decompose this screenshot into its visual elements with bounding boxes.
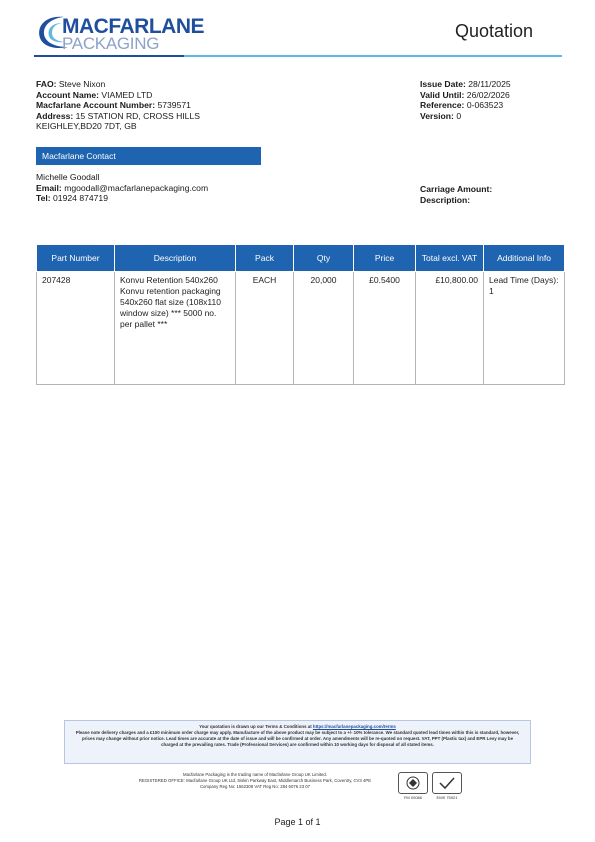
legal-line-2: REGISTERED OFFICE: Macfarlane Group UK Ltd, Siskin Parkway East, Middlemarch Business Park, Coventry, CV3 4PE (138, 778, 372, 784)
cert-crown-icon (399, 773, 427, 793)
cert-caption-2: EMS 75921 (436, 795, 458, 800)
reference-value: 0-063523 (466, 100, 504, 110)
cell-price: £0.5400 (354, 272, 416, 385)
valid-until-label: Valid Until: (420, 89, 465, 100)
cert-caption-1: FM 00086 (403, 795, 422, 800)
quote-meta (420, 79, 511, 121)
header-divider (34, 55, 562, 57)
fao-row (36, 79, 200, 90)
account-number-value: 5739571 (157, 100, 191, 110)
address-label: Address: (36, 110, 74, 121)
company-logo (34, 12, 204, 54)
issue-date-value: 28/11/2025 (468, 79, 511, 89)
account-number-label: Macfarlane Account Number: (36, 100, 156, 110)
cell-additional-info: Lead Time (Days): 1 (484, 272, 565, 385)
legal-line-1: Macfarlane Packaging is the trading name of Macfarlane Group UK Limited. (182, 772, 328, 777)
cell-pack: EACH (236, 272, 294, 385)
col-header-price: Price (354, 245, 416, 272)
terms-prefix: Your quotation is drawn up our Terms & Conditions at (199, 724, 312, 729)
document-title: Quotation (454, 21, 533, 41)
legal-line-3: Company Reg No: 1562308 VAT Reg No: 284 6076 23 07 (199, 784, 311, 790)
account-name-row (36, 90, 200, 101)
reference-row (420, 100, 511, 111)
customer-details (36, 79, 200, 132)
reference-label: Reference: (420, 100, 465, 110)
contact-details (36, 172, 208, 204)
account-number-row (36, 100, 200, 111)
legal-footer (120, 772, 390, 791)
table-row (37, 272, 565, 385)
version-value: 0 (456, 110, 462, 121)
contact-tel-value: 01924 874719 (53, 193, 108, 203)
address-line1: 15 STATION RD, CROSS HILLS (75, 110, 200, 121)
contact-tel-label: Tel: (36, 193, 51, 203)
address-row (36, 111, 200, 122)
contact-email-label: Email: (36, 182, 62, 193)
account-name-value: VIAMED LTD (101, 89, 153, 100)
account-name-label: Account Name: (36, 89, 100, 100)
contact-email-link[interactable]: mgoodall@macfarlanepackaging.com (64, 182, 209, 193)
logo-wordmark-top: MACFARLANE (62, 15, 204, 38)
cell-part-number: 207428 (37, 272, 115, 385)
divider-light-segment (184, 55, 562, 57)
divider-dark-segment (34, 55, 184, 57)
issue-date-label: Issue Date: (420, 79, 466, 89)
col-header-total: Total excl. VAT (416, 245, 484, 272)
issue-date-row (420, 79, 511, 90)
col-header-additional-info: Additional Info (484, 245, 565, 272)
contact-email-row (36, 183, 208, 194)
page-number: Page 1 of 1 (274, 817, 321, 827)
description-label: Description: (420, 194, 471, 205)
carriage-details (420, 184, 492, 205)
cell-description: Konvu Retention 540x260 Konvu retention packaging 540x260 flat size (108x110 window size) *** 5000 no. per pallet *** (115, 272, 236, 385)
col-header-part-number: Part Number (37, 245, 115, 272)
valid-until-row (420, 90, 511, 101)
logo-wordmark-bottom: PACKAGING (62, 34, 160, 53)
version-row (420, 111, 511, 122)
version-label: Version: (420, 110, 454, 121)
address-line2: KEIGHLEY,BD20 7DT, GB (36, 121, 137, 131)
contact-section-bar: Macfarlane Contact (36, 147, 261, 165)
terms-notice-text: Please note delivery charges and a £100 minimum order charge may apply. Manufacture of the above product may be subject to a +/- 10% tolerance. We standard quoted lead times within this is standard, however, prices may change without prior notice. Lead times are accurate at the date of issue and will be confirmed at order. Any amendments will be re-quoted on request. VAT, PPT (Plastic tax) and EPR Levy may be charged at the prevailing rates. Trade (Professional Services) are confirmed within 10 working days for disposal of all stated items. (75, 730, 520, 747)
cell-total: £10,800.00 (416, 272, 484, 385)
contact-name: Michelle Goodall (36, 172, 100, 182)
cell-qty: 20,000 (294, 272, 354, 385)
iso-cert-badge-icon (398, 772, 428, 794)
fao-label: FAO: (36, 79, 57, 89)
col-header-pack: Pack (236, 245, 294, 272)
carriage-amount-label: Carriage Amount: (420, 184, 493, 194)
col-header-qty: Qty (294, 245, 354, 272)
table-header-row (37, 245, 565, 272)
fao-value: Steve Nixon (58, 79, 106, 89)
line-items-table (36, 244, 565, 385)
terms-link[interactable]: https://macfarlanepackaging.com/terms (312, 724, 396, 729)
ems-cert-badge-icon (432, 772, 462, 794)
cert-check-icon (433, 773, 461, 793)
terms-notice-box (64, 720, 531, 764)
col-header-description: Description (115, 245, 236, 272)
contact-tel-row (36, 193, 208, 204)
valid-until-value: 26/02/2026 (466, 89, 510, 100)
